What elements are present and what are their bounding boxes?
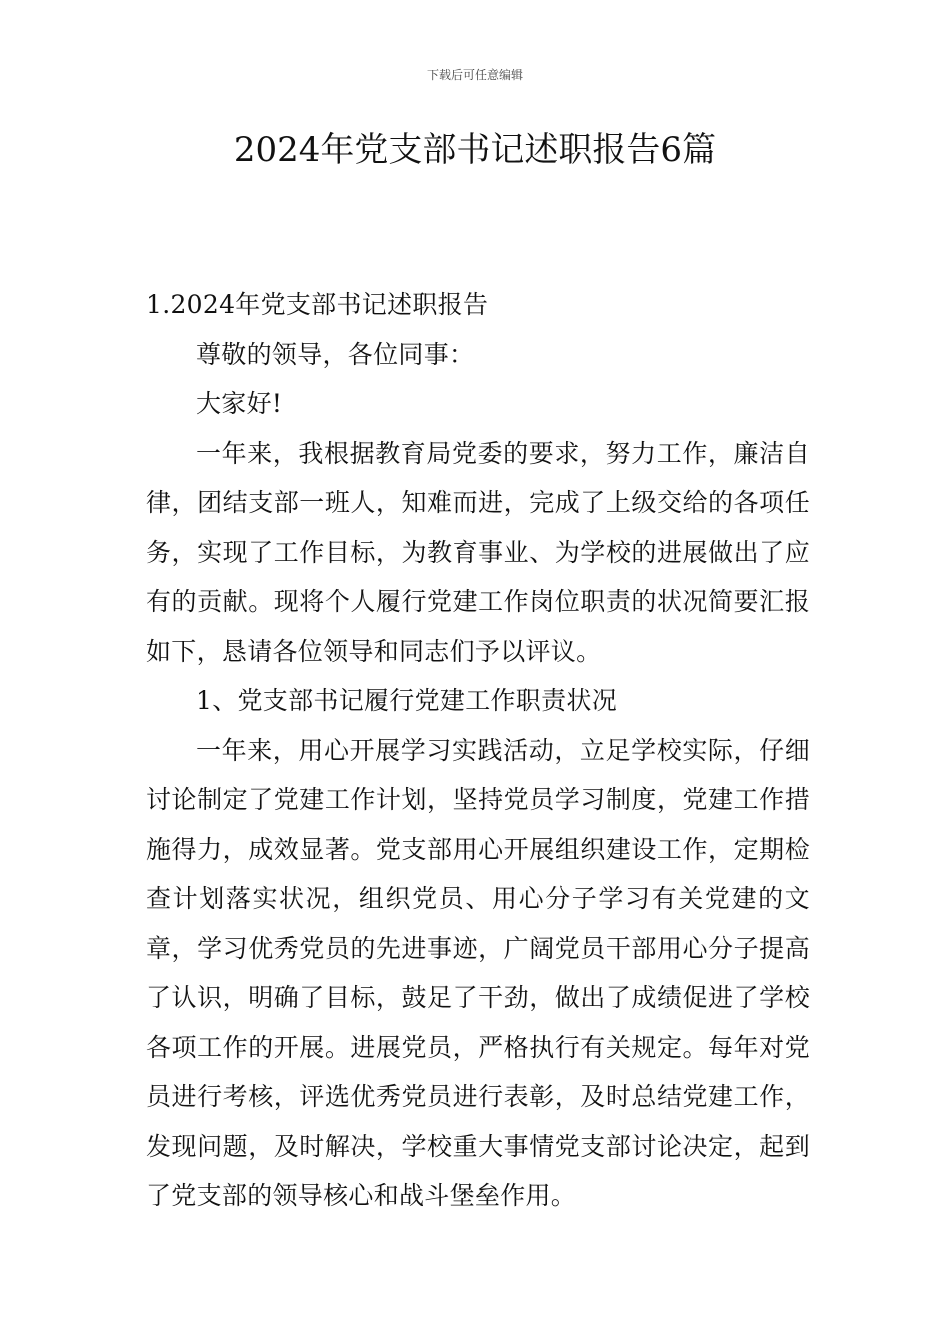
document-body <box>146 280 810 1221</box>
salutation: 尊敬的领导，各位同事： <box>196 339 475 369</box>
header-note: 下载后可任意编辑 <box>426 68 523 82</box>
subsection-heading: 1、党支部书记履行党建工作职责状况 <box>196 686 618 715</box>
document-title: 2024年党支部书记述职报告6篇 <box>233 130 717 170</box>
paragraph: 一年来，用心开展学习实践活动，立足学校实际，仔细讨论制定了党建工作计划，坚持党员学习制度，党建工作措施得力，成效显著。党支部用心开展组织建设工作，定期检查计划落实状况，组织党员、用心分子学习有关党建的文章，学习优秀党员的先进事迹，广阔党员干部用心分子提高了认识，明确了目标，鼓足了干劲，做出了成绩促进了学校各项工作的开展。进展党员，严格执行有关规定。每年对党员进行考核，评选优秀党员进行表彰，及时总结党建工作，发现问题，及时解决，学校重大事情党支部讨论决定，起到了党支部的领导核心和战斗堡垒作用。 <box>146 735 810 1210</box>
greeting: 大家好! <box>196 389 283 418</box>
paragraph: 一年来，我根据教育局党委的要求，努力工作，廉洁自律，团结支部一班人，知难而进，完成了上级交给的各项任务，实现了工作目标，为教育事业、为学校的进展做出了应有的贡献。现将个人履行党建工作岗位职责的状况简要汇报如下，恳请各位领导和同志们予以评议。 <box>146 438 810 666</box>
section-heading: 1.2024年党支部书记述职报告 <box>146 290 489 319</box>
